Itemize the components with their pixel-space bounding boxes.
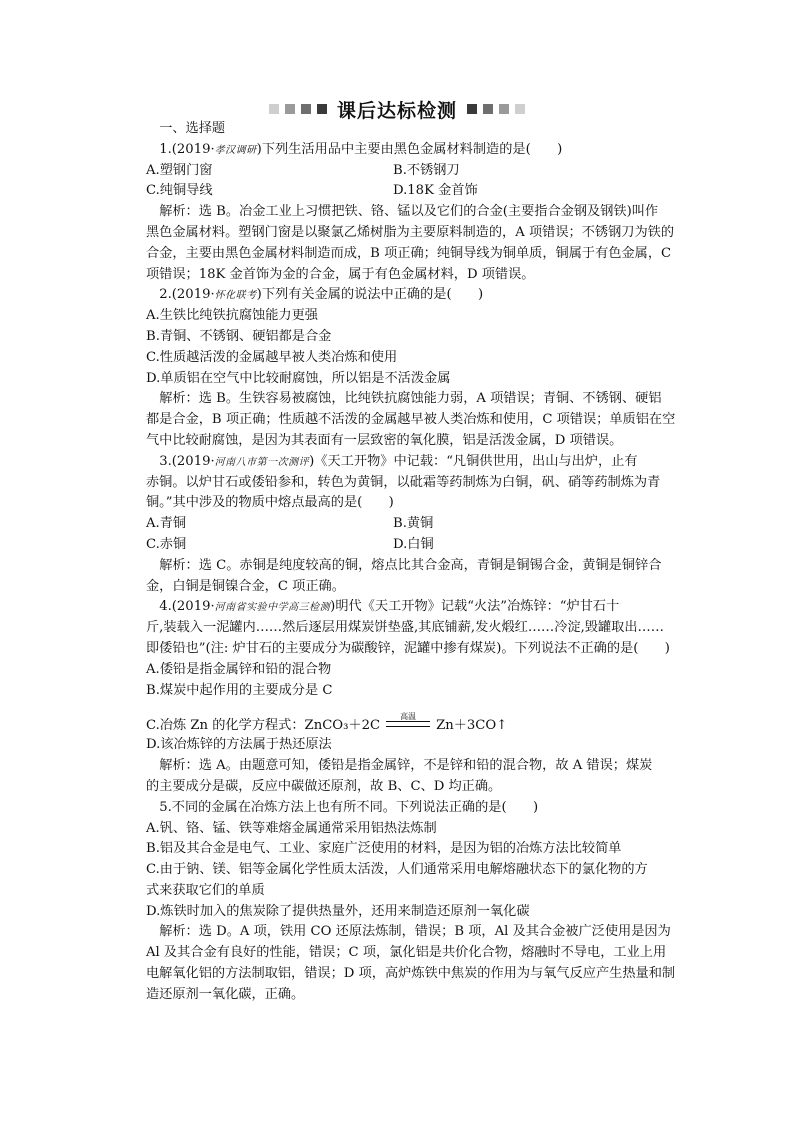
- option-b: B.青铜、不锈钢、硬铝都是合金: [146, 328, 332, 344]
- option-b: B.黄铜: [393, 516, 434, 532]
- question-2-stem: 2.(2019·怀化联考)下列有关金属的说法中正确的是( ): [159, 287, 484, 303]
- explanation-line: 解析：选 B。冶金工业上习惯把铁、铬、锰以及它们的合金(主要指合金钢及钢铁)叫作: [159, 204, 659, 220]
- question-5-stem: 5.不同的金属在冶炼方法上也有所不同。下列说法正确的是( ): [159, 799, 539, 815]
- option-d: D.单质铝在空气中比较耐腐蚀，所以铝是不活泼金属: [146, 370, 451, 386]
- question-1-options-ab: [146, 161, 646, 182]
- section-heading: 一、选择题: [159, 121, 226, 136]
- explanation-line: 解析：选 D。A 项，铁用 CO 还原法炼制，错误；B 项，Al 及其合金被广泛使用是因为: [159, 924, 671, 940]
- option-d: D.炼铁时加入的焦炭除了提供热量外，还用来制造还原剂一氧化碳: [146, 903, 530, 919]
- option-c: C.纯铜导线: [146, 183, 213, 199]
- equation-reactants: C.冶炼 Zn 的化学方程式：ZnCO₃＋2C: [146, 718, 381, 734]
- option-a: A.塑钢门窗: [146, 162, 213, 178]
- question-4-stem-cont: 斤,装载入一泥罐内……然后逐层用煤炭饼垫盛,其底铺薪,发火煅红……冷淀,毁罐取出……: [146, 620, 664, 636]
- explanation-line: Al 及其合金有良好的性能，错误；C 项，氯化铝是共价化合物，熔融时不导电，工业上用: [146, 945, 667, 961]
- decor-square: [483, 104, 493, 114]
- option-d: D.18K 金首饰: [393, 183, 478, 199]
- option-a: A.生铁比纯铁抗腐蚀能力更强: [146, 308, 318, 324]
- explanation-line: 造还原剂一氧化碳，正确。: [146, 986, 305, 1002]
- explanation-line: 项错误；18K 金首饰为金的合金，属于有色金属材料，D 项错误。: [146, 266, 535, 282]
- explanation-line: 黑色金属材料。塑钢门窗是以聚氯乙烯树脂为主要原料制造的，A 项错误；不锈钢刀为铁的: [146, 224, 675, 240]
- reaction-condition: 高温: [400, 712, 417, 722]
- option-c: C.性质越活泼的金属越早被人类冶炼和使用: [146, 349, 398, 365]
- option-a: A.青铜: [146, 516, 187, 532]
- explanation-line: 解析：选 C。赤铜是纯度较高的铜，熔点比其合金高，青铜是铜锡合金，黄铜是铜锌合: [159, 557, 662, 573]
- reaction-arrow: [386, 713, 430, 733]
- source-note: 孝汉调研: [214, 144, 257, 156]
- decor-square: [467, 104, 477, 114]
- question-1-stem: 1.(2019·孝汉调研)下列生活用品中主要由黑色金属材料制造的是( ): [159, 141, 563, 157]
- question-3-options-ab: [146, 514, 646, 535]
- option-d: D.白铜: [393, 536, 434, 552]
- equation-products: Zn＋3CO↑: [436, 718, 508, 734]
- option-c-cont: 式来获取它们的单质: [146, 882, 265, 898]
- option-b: B.不锈钢刀: [393, 162, 460, 178]
- title-banner: [0, 97, 794, 121]
- option-b: B.煤炭中起作用的主要成分是 C: [146, 682, 333, 698]
- question-4-stem: 4.(2019·河南省实验中学高三检测)明代《天工开物》记载“火法”冶炼锌：“炉甘石十: [159, 599, 620, 615]
- question-3-options-cd: [146, 535, 646, 556]
- question-1-options-cd: [146, 181, 646, 202]
- source-note: 河南八市第一次测评: [214, 456, 310, 468]
- explanation-line: 气中比较耐腐蚀，是因为其表面有一层致密的氧化膜，铝是活泼金属，D 项错误。: [146, 432, 623, 448]
- question-content: [146, 119, 676, 1006]
- source-note: 怀化联考: [214, 290, 257, 302]
- explanation-line: 解析：选 B。生铁容易被腐蚀，比纯铁抗腐蚀能力弱，A 项错误；青铜、不锈钢、硬铝: [159, 391, 662, 407]
- explanation-line: 解析：选 A。由题意可知，倭铅是指金属锌，不是锌和铅的混合物，故 A 错误；煤炭: [159, 758, 653, 774]
- explanation-line: 合金，主要由黑色金属材料制造而成，B 项正确；纯铜导线为铜单质，铜属于有色金属，C: [146, 245, 672, 261]
- option-c: C.赤铜: [146, 536, 187, 552]
- explanation-line: 都是合金，B 项正确；性质越不活泼的金属越早被人类冶炼和使用，C 项错误；单质铝在空: [146, 412, 676, 428]
- option-a: A.钒、铬、锰、铁等难熔金属通常采用铝热法炼制: [146, 820, 437, 836]
- question-3-stem-cont: 铜。”其中涉及的物质中熔点最高的是( ): [146, 495, 394, 511]
- explanation-line: 金，白铜是铜镍合金，C 项正确。: [146, 578, 345, 594]
- option-c: C.由于钠、镁、铝等金属化学性质太活泼，人们通常采用电解熔融状态下的氯化物的方: [146, 862, 648, 878]
- decor-square: [301, 104, 311, 114]
- decor-square: [285, 104, 295, 114]
- explanation-line: 的主要成分是碳，反应中碳做还原剂，故 B、C、D 均正确。: [146, 778, 502, 794]
- question-3-stem-cont: 赤铜。以炉甘石或倭铅参和，转色为黄铜，以砒霜等药制炼为白铜，矾、硝等药制炼为青: [146, 474, 661, 490]
- explanation-line: 电解氧化铝的方法制取铝，错误；D 项，高炉炼铁中焦炭的作用为与氧气反应产生热量和制: [146, 966, 676, 982]
- equals-arrow-icon: [386, 721, 430, 727]
- decor-square: [515, 104, 525, 114]
- question-3-stem: 3.(2019·河南八市第一次测评)《天工开物》中记载：“凡铜供世用，出山与出炉，止有: [159, 453, 638, 469]
- page-title: 课后达标检测: [336, 99, 457, 122]
- decor-square: [499, 104, 509, 114]
- option-d: D.该冶炼锌的方法属于热还原法: [146, 737, 332, 753]
- question-4-stem-cont: 即倭铅也”(注: 炉甘石的主要成分为碳酸锌，泥罐中掺有煤炭)。下列说法不正确的是( ): [146, 640, 670, 656]
- option-a: A.倭铅是指金属锌和铅的混合物: [146, 661, 332, 677]
- source-note: 河南省实验中学高三检测: [214, 602, 331, 614]
- option-c-equation: [146, 701, 646, 735]
- decor-square: [317, 104, 327, 114]
- option-b: B.铝及其合金是电气、工业、家庭广泛使用的材料，是因为铝的冶炼方法比较简单: [146, 841, 622, 857]
- decor-square: [269, 104, 279, 114]
